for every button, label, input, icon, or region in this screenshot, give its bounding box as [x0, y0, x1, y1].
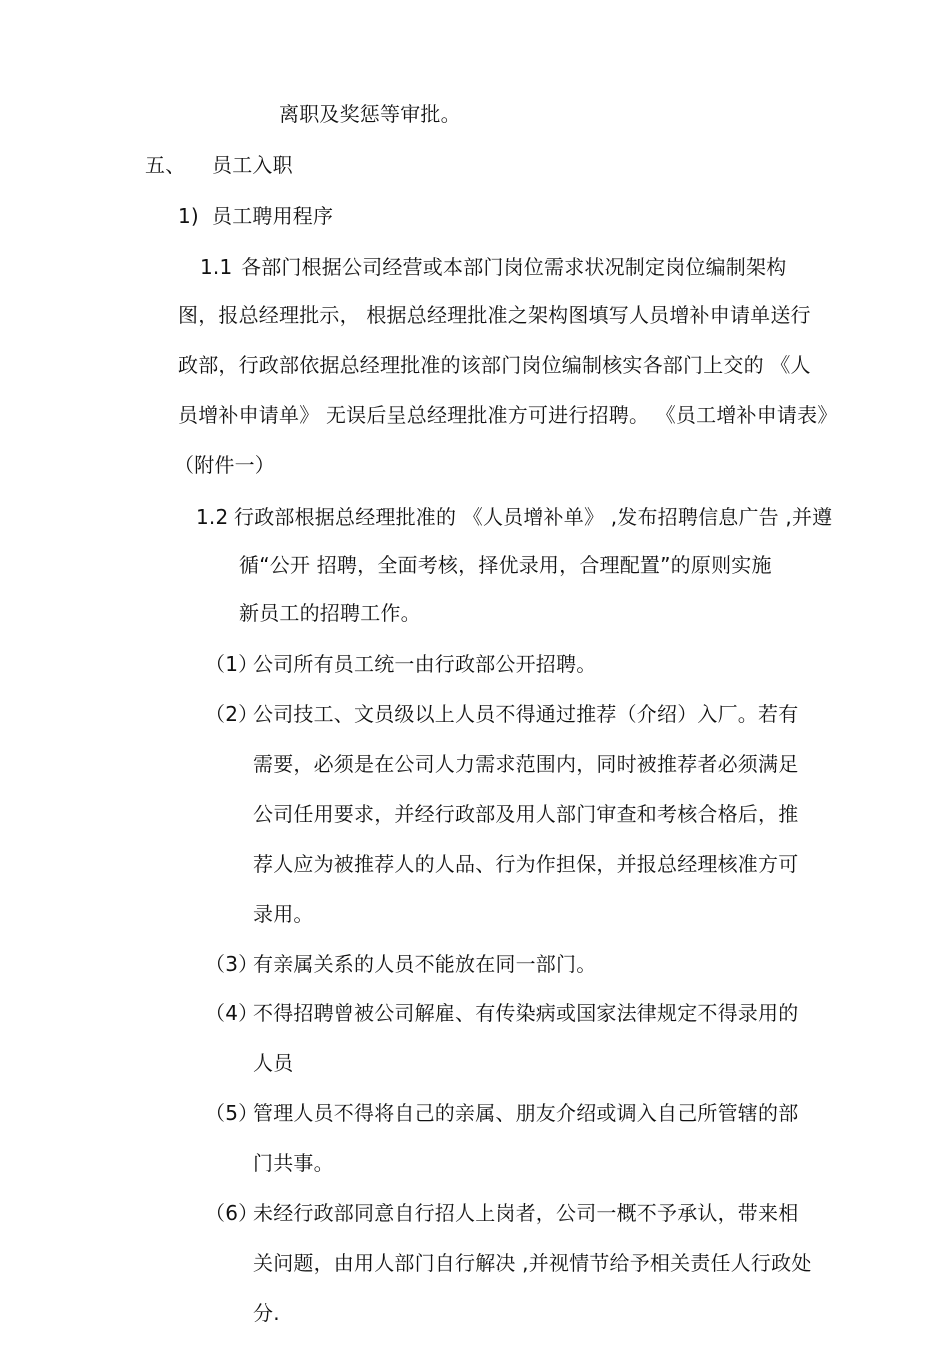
text-line: 图，报总经理批示， 根据总经理批准之架构图填写人员增补申请单送行	[178, 303, 811, 327]
list-item: （3）有亲属关系的人员不能放在同一部门。	[205, 952, 597, 976]
text-line: 员增补申请单》 无误后呈总经理批准方可进行招聘。 《员工增补申请表》	[178, 403, 838, 427]
text-line: 需要，必须是在公司人力需求范围内，同时被推荐者必须满足	[253, 752, 799, 776]
text-line: 录用。	[253, 902, 314, 926]
text-line: 关问题，由用人部门自行解决 ,并视情节给予相关责任人行政处	[253, 1251, 812, 1275]
paragraph-start: 1.1 各部门根据公司经营或本部门岗位需求状况制定岗位编制架构	[200, 255, 787, 279]
text-line: 政部，行政部依据总经理批准的该部门岗位编制核实各部门上交的 《人	[178, 353, 811, 377]
text-line: 分.	[253, 1301, 280, 1325]
list-item: （1）公司所有员工统一由行政部公开招聘。	[205, 652, 597, 676]
text-line: （附件一）	[174, 453, 275, 477]
section-heading: 五、 员工入职	[145, 153, 293, 177]
paragraph-start: 1.2 行政部根据总经理批准的 《人员增补单》 ,发布招聘信息广告 ,并遵	[196, 505, 833, 529]
list-item: （2）公司技工、文员级以上人员不得通过推荐（介绍）入厂。若有	[205, 702, 799, 726]
text-line: 新员工的招聘工作。	[239, 601, 421, 625]
text-line: 公司任用要求，并经行政部及用人部门审查和考核合格后，推	[253, 802, 799, 826]
text-line: 荐人应为被推荐人的人品、行为作担保，并报总经理核准方可	[253, 852, 799, 876]
text-line: 门共事。	[253, 1151, 334, 1175]
text-line: 循“公开 招聘，全面考核，择优录用，合理配置”的原则实施	[239, 553, 772, 577]
list-item: （5）管理人员不得将自己的亲属、朋友介绍或调入自己所管辖的部	[205, 1101, 799, 1125]
list-item: （4）不得招聘曾被公司解雇、有传染病或国家法律规定不得录用的	[205, 1001, 799, 1025]
text-line: 离职及奖惩等审批。	[279, 102, 461, 126]
subsection-heading: 1) 员工聘用程序	[178, 204, 334, 228]
list-item: （6）未经行政部同意自行招人上岗者，公司一概不予承认，带来相	[205, 1201, 799, 1225]
text-line: 人员	[253, 1051, 294, 1075]
